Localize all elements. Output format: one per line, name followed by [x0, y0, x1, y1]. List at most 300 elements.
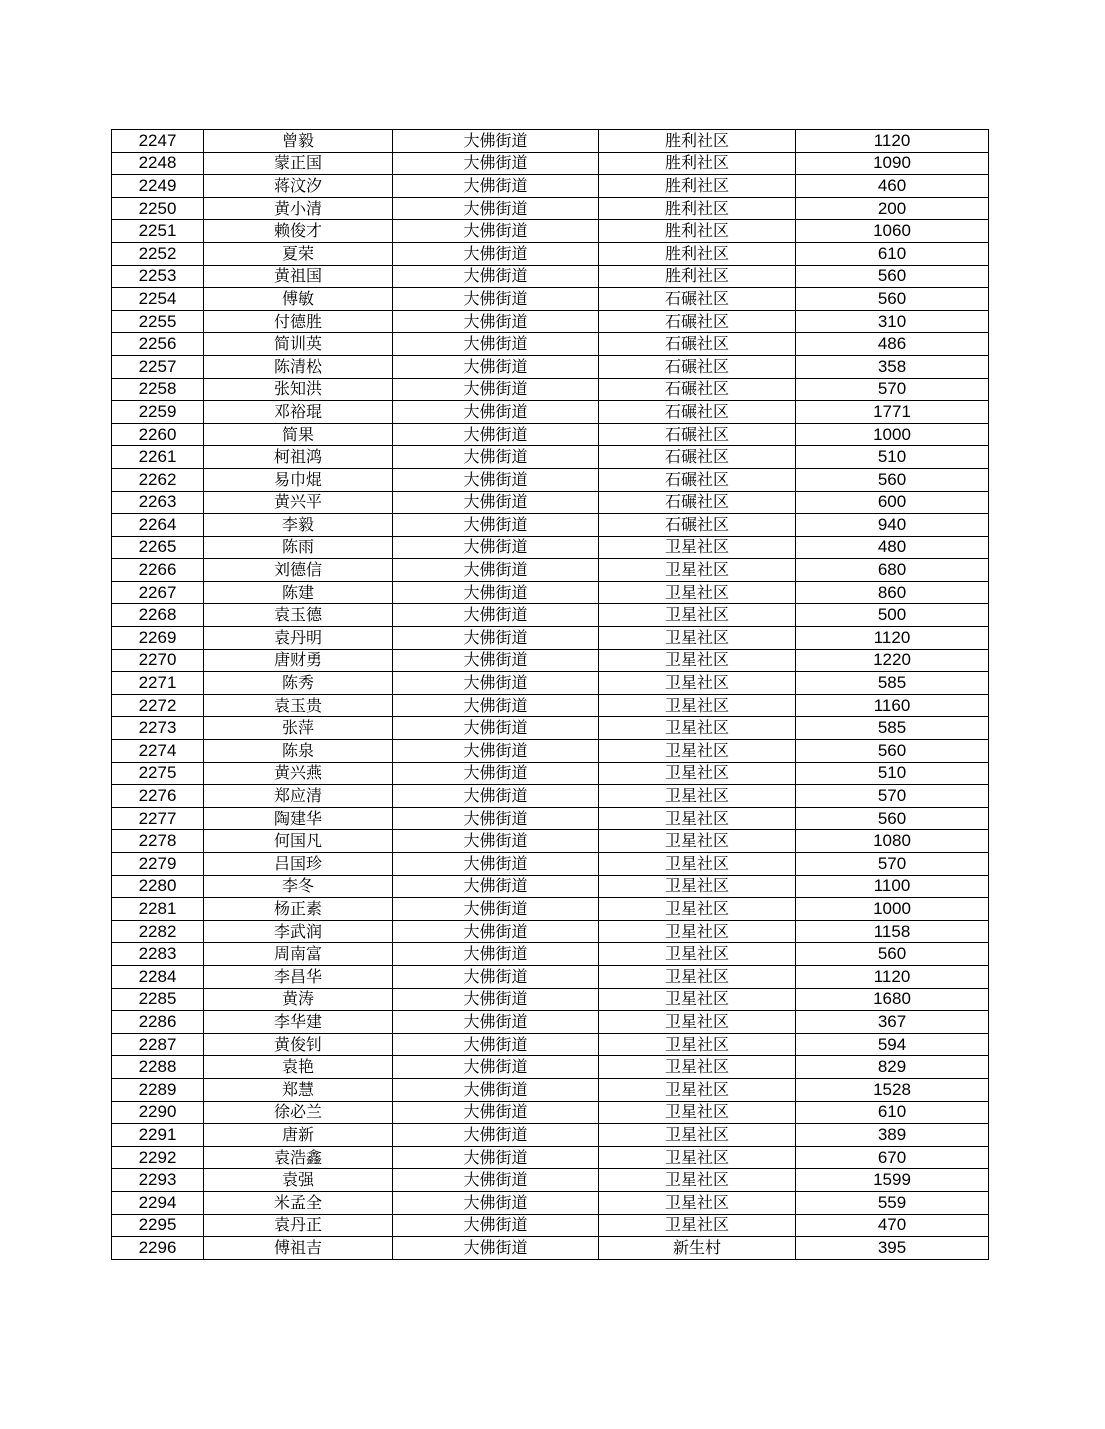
table-row — [112, 988, 989, 1011]
community-cell: 卫星社区 — [599, 559, 796, 582]
table-row — [112, 1191, 989, 1214]
street-cell: 大佛街道 — [393, 310, 599, 333]
person-name-cell: 李冬 — [204, 875, 393, 898]
amount-cell: 610 — [796, 1101, 989, 1124]
community-cell: 石碾社区 — [599, 514, 796, 537]
community-cell: 卫星社区 — [599, 604, 796, 627]
street-cell: 大佛街道 — [393, 807, 599, 830]
row-number-cell: 2277 — [112, 807, 204, 830]
table-row — [112, 265, 989, 288]
community-cell: 石碾社区 — [599, 491, 796, 514]
table-row — [112, 649, 989, 672]
amount-cell: 510 — [796, 762, 989, 785]
street-cell: 大佛街道 — [393, 559, 599, 582]
row-number-cell: 2275 — [112, 762, 204, 785]
row-number-cell: 2265 — [112, 536, 204, 559]
table-row — [112, 130, 989, 153]
person-name-cell: 蒙正国 — [204, 152, 393, 175]
street-cell: 大佛街道 — [393, 401, 599, 424]
person-name-cell: 吕国珍 — [204, 853, 393, 876]
row-number-cell: 2278 — [112, 830, 204, 853]
amount-cell: 570 — [796, 378, 989, 401]
row-number-cell: 2273 — [112, 717, 204, 740]
table-row — [112, 197, 989, 220]
table-row — [112, 853, 989, 876]
amount-cell: 510 — [796, 446, 989, 469]
row-number-cell: 2293 — [112, 1169, 204, 1192]
street-cell: 大佛街道 — [393, 988, 599, 1011]
amount-cell: 560 — [796, 943, 989, 966]
community-cell: 卫星社区 — [599, 1011, 796, 1034]
table-row — [112, 333, 989, 356]
table-row — [112, 1078, 989, 1101]
person-name-cell: 黄兴燕 — [204, 762, 393, 785]
amount-cell: 560 — [796, 265, 989, 288]
person-name-cell: 杨正素 — [204, 898, 393, 921]
row-number-cell: 2259 — [112, 401, 204, 424]
person-name-cell: 黄俊钊 — [204, 1033, 393, 1056]
street-cell: 大佛街道 — [393, 581, 599, 604]
street-cell: 大佛街道 — [393, 875, 599, 898]
row-number-cell: 2280 — [112, 875, 204, 898]
table-row — [112, 717, 989, 740]
row-number-cell: 2256 — [112, 333, 204, 356]
table-row — [112, 1237, 989, 1260]
row-number-cell: 2257 — [112, 355, 204, 378]
row-number-cell: 2253 — [112, 265, 204, 288]
person-name-cell: 陈秀 — [204, 672, 393, 695]
community-cell: 石碾社区 — [599, 355, 796, 378]
person-name-cell: 周南富 — [204, 943, 393, 966]
row-number-cell: 2289 — [112, 1078, 204, 1101]
table-row — [112, 1124, 989, 1147]
person-name-cell: 徐必兰 — [204, 1101, 393, 1124]
table-row — [112, 559, 989, 582]
amount-cell: 670 — [796, 1146, 989, 1169]
street-cell: 大佛街道 — [393, 740, 599, 763]
person-name-cell: 陶建华 — [204, 807, 393, 830]
community-cell: 卫星社区 — [599, 920, 796, 943]
community-cell: 卫星社区 — [599, 853, 796, 876]
street-cell: 大佛街道 — [393, 355, 599, 378]
row-number-cell: 2286 — [112, 1011, 204, 1034]
amount-cell: 585 — [796, 717, 989, 740]
community-cell: 卫星社区 — [599, 762, 796, 785]
amount-cell: 480 — [796, 536, 989, 559]
table-row — [112, 1033, 989, 1056]
street-cell: 大佛街道 — [393, 152, 599, 175]
row-number-cell: 2255 — [112, 310, 204, 333]
street-cell: 大佛街道 — [393, 627, 599, 650]
street-cell: 大佛街道 — [393, 694, 599, 717]
street-cell: 大佛街道 — [393, 1146, 599, 1169]
person-name-cell: 袁玉贵 — [204, 694, 393, 717]
table-row — [112, 1056, 989, 1079]
amount-cell: 680 — [796, 559, 989, 582]
person-name-cell: 唐新 — [204, 1124, 393, 1147]
street-cell: 大佛街道 — [393, 717, 599, 740]
community-cell: 胜利社区 — [599, 220, 796, 243]
person-name-cell: 李毅 — [204, 514, 393, 537]
table-row — [112, 807, 989, 830]
row-number-cell: 2262 — [112, 468, 204, 491]
community-cell: 卫星社区 — [599, 965, 796, 988]
street-cell: 大佛街道 — [393, 333, 599, 356]
row-number-cell: 2269 — [112, 627, 204, 650]
row-number-cell: 2294 — [112, 1191, 204, 1214]
street-cell: 大佛街道 — [393, 1169, 599, 1192]
amount-cell: 500 — [796, 604, 989, 627]
table-row — [112, 581, 989, 604]
person-name-cell: 唐财勇 — [204, 649, 393, 672]
row-number-cell: 2258 — [112, 378, 204, 401]
table-row — [112, 943, 989, 966]
community-cell: 卫星社区 — [599, 627, 796, 650]
street-cell: 大佛街道 — [393, 1214, 599, 1237]
community-cell: 胜利社区 — [599, 197, 796, 220]
amount-cell: 1120 — [796, 965, 989, 988]
row-number-cell: 2270 — [112, 649, 204, 672]
person-name-cell: 陈清松 — [204, 355, 393, 378]
amount-cell: 560 — [796, 740, 989, 763]
table-row — [112, 875, 989, 898]
community-cell: 卫星社区 — [599, 1169, 796, 1192]
row-number-cell: 2250 — [112, 197, 204, 220]
roster-table-body — [112, 130, 989, 1260]
amount-cell: 1160 — [796, 694, 989, 717]
row-number-cell: 2263 — [112, 491, 204, 514]
table-row — [112, 627, 989, 650]
row-number-cell: 2264 — [112, 514, 204, 537]
row-number-cell: 2287 — [112, 1033, 204, 1056]
community-cell: 卫星社区 — [599, 943, 796, 966]
amount-cell: 585 — [796, 672, 989, 695]
row-number-cell: 2254 — [112, 288, 204, 311]
table-row — [112, 355, 989, 378]
amount-cell: 594 — [796, 1033, 989, 1056]
table-row — [112, 672, 989, 695]
row-number-cell: 2266 — [112, 559, 204, 582]
row-number-cell: 2292 — [112, 1146, 204, 1169]
amount-cell: 560 — [796, 288, 989, 311]
community-cell: 卫星社区 — [599, 830, 796, 853]
person-name-cell: 夏荣 — [204, 242, 393, 265]
person-name-cell: 张萍 — [204, 717, 393, 740]
person-name-cell: 刘德信 — [204, 559, 393, 582]
community-cell: 卫星社区 — [599, 785, 796, 808]
amount-cell: 310 — [796, 310, 989, 333]
street-cell: 大佛街道 — [393, 197, 599, 220]
table-row — [112, 740, 989, 763]
community-cell: 卫星社区 — [599, 672, 796, 695]
street-cell: 大佛街道 — [393, 288, 599, 311]
table-row — [112, 830, 989, 853]
table-row — [112, 220, 989, 243]
table-row — [112, 468, 989, 491]
table-row — [112, 694, 989, 717]
row-number-cell: 2249 — [112, 175, 204, 198]
row-number-cell: 2290 — [112, 1101, 204, 1124]
community-cell: 石碾社区 — [599, 468, 796, 491]
street-cell: 大佛街道 — [393, 468, 599, 491]
table-row — [112, 175, 989, 198]
street-cell: 大佛街道 — [393, 604, 599, 627]
street-cell: 大佛街道 — [393, 423, 599, 446]
person-name-cell: 张知洪 — [204, 378, 393, 401]
street-cell: 大佛街道 — [393, 265, 599, 288]
person-name-cell: 赖俊才 — [204, 220, 393, 243]
person-name-cell: 米孟全 — [204, 1191, 393, 1214]
amount-cell: 600 — [796, 491, 989, 514]
street-cell: 大佛街道 — [393, 130, 599, 153]
person-name-cell: 付德胜 — [204, 310, 393, 333]
person-name-cell: 陈建 — [204, 581, 393, 604]
row-number-cell: 2288 — [112, 1056, 204, 1079]
row-number-cell: 2260 — [112, 423, 204, 446]
row-number-cell: 2267 — [112, 581, 204, 604]
community-cell: 卫星社区 — [599, 717, 796, 740]
street-cell: 大佛街道 — [393, 853, 599, 876]
person-name-cell: 傅祖吉 — [204, 1237, 393, 1260]
person-name-cell: 黄祖国 — [204, 265, 393, 288]
table-row — [112, 762, 989, 785]
street-cell: 大佛街道 — [393, 242, 599, 265]
table-row — [112, 491, 989, 514]
amount-cell: 1100 — [796, 875, 989, 898]
street-cell: 大佛街道 — [393, 943, 599, 966]
table-row — [112, 378, 989, 401]
amount-cell: 1680 — [796, 988, 989, 1011]
person-name-cell: 陈雨 — [204, 536, 393, 559]
street-cell: 大佛街道 — [393, 536, 599, 559]
table-row — [112, 920, 989, 943]
street-cell: 大佛街道 — [393, 175, 599, 198]
person-name-cell: 何国凡 — [204, 830, 393, 853]
community-cell: 卫星社区 — [599, 988, 796, 1011]
amount-cell: 460 — [796, 175, 989, 198]
row-number-cell: 2261 — [112, 446, 204, 469]
community-cell: 卫星社区 — [599, 1124, 796, 1147]
community-cell: 石碾社区 — [599, 310, 796, 333]
community-cell: 卫星社区 — [599, 1146, 796, 1169]
street-cell: 大佛街道 — [393, 898, 599, 921]
street-cell: 大佛街道 — [393, 1011, 599, 1034]
amount-cell: 1060 — [796, 220, 989, 243]
community-cell: 卫星社区 — [599, 1214, 796, 1237]
amount-cell: 940 — [796, 514, 989, 537]
amount-cell: 570 — [796, 853, 989, 876]
person-name-cell: 袁强 — [204, 1169, 393, 1192]
community-cell: 胜利社区 — [599, 152, 796, 175]
person-name-cell: 袁丹明 — [204, 627, 393, 650]
person-name-cell: 易巾焜 — [204, 468, 393, 491]
row-number-cell: 2279 — [112, 853, 204, 876]
amount-cell: 1771 — [796, 401, 989, 424]
person-name-cell: 郑慧 — [204, 1078, 393, 1101]
community-cell: 卫星社区 — [599, 649, 796, 672]
street-cell: 大佛街道 — [393, 965, 599, 988]
street-cell: 大佛街道 — [393, 378, 599, 401]
table-row — [112, 401, 989, 424]
community-cell: 石碾社区 — [599, 423, 796, 446]
amount-cell: 610 — [796, 242, 989, 265]
street-cell: 大佛街道 — [393, 672, 599, 695]
community-cell: 石碾社区 — [599, 401, 796, 424]
row-number-cell: 2284 — [112, 965, 204, 988]
community-cell: 石碾社区 — [599, 446, 796, 469]
community-cell: 卫星社区 — [599, 898, 796, 921]
community-cell: 新生村 — [599, 1237, 796, 1260]
amount-cell: 1220 — [796, 649, 989, 672]
amount-cell: 1599 — [796, 1169, 989, 1192]
community-cell: 卫星社区 — [599, 536, 796, 559]
amount-cell: 200 — [796, 197, 989, 220]
row-number-cell: 2268 — [112, 604, 204, 627]
community-cell: 卫星社区 — [599, 1191, 796, 1214]
person-name-cell: 袁艳 — [204, 1056, 393, 1079]
street-cell: 大佛街道 — [393, 830, 599, 853]
table-row — [112, 446, 989, 469]
person-name-cell: 李昌华 — [204, 965, 393, 988]
amount-cell: 358 — [796, 355, 989, 378]
row-number-cell: 2296 — [112, 1237, 204, 1260]
community-cell: 石碾社区 — [599, 378, 796, 401]
table-row — [112, 310, 989, 333]
row-number-cell: 2283 — [112, 943, 204, 966]
amount-cell: 570 — [796, 785, 989, 808]
community-cell: 卫星社区 — [599, 1101, 796, 1124]
street-cell: 大佛街道 — [393, 785, 599, 808]
community-cell: 胜利社区 — [599, 265, 796, 288]
community-cell: 胜利社区 — [599, 242, 796, 265]
amount-cell: 389 — [796, 1124, 989, 1147]
community-cell: 卫星社区 — [599, 740, 796, 763]
row-number-cell: 2291 — [112, 1124, 204, 1147]
person-name-cell: 黄小清 — [204, 197, 393, 220]
row-number-cell: 2274 — [112, 740, 204, 763]
amount-cell: 560 — [796, 468, 989, 491]
amount-cell: 1000 — [796, 898, 989, 921]
row-number-cell: 2281 — [112, 898, 204, 921]
roster-table — [111, 129, 989, 1260]
table-row — [112, 965, 989, 988]
person-name-cell: 柯祖鸿 — [204, 446, 393, 469]
row-number-cell: 2282 — [112, 920, 204, 943]
street-cell: 大佛街道 — [393, 1078, 599, 1101]
row-number-cell: 2271 — [112, 672, 204, 695]
row-number-cell: 2247 — [112, 130, 204, 153]
amount-cell: 395 — [796, 1237, 989, 1260]
street-cell: 大佛街道 — [393, 1033, 599, 1056]
person-name-cell: 邓裕琨 — [204, 401, 393, 424]
table-row — [112, 1169, 989, 1192]
amount-cell: 1120 — [796, 130, 989, 153]
person-name-cell: 袁丹正 — [204, 1214, 393, 1237]
street-cell: 大佛街道 — [393, 220, 599, 243]
community-cell: 石碾社区 — [599, 333, 796, 356]
table-row — [112, 898, 989, 921]
community-cell: 卫星社区 — [599, 1033, 796, 1056]
row-number-cell: 2272 — [112, 694, 204, 717]
person-name-cell: 黄涛 — [204, 988, 393, 1011]
street-cell: 大佛街道 — [393, 1237, 599, 1260]
community-cell: 卫星社区 — [599, 807, 796, 830]
street-cell: 大佛街道 — [393, 1191, 599, 1214]
row-number-cell: 2276 — [112, 785, 204, 808]
street-cell: 大佛街道 — [393, 920, 599, 943]
table-row — [112, 514, 989, 537]
amount-cell: 1000 — [796, 423, 989, 446]
row-number-cell: 2285 — [112, 988, 204, 1011]
table-row — [112, 1101, 989, 1124]
street-cell: 大佛街道 — [393, 1101, 599, 1124]
table-row — [112, 1011, 989, 1034]
community-cell: 卫星社区 — [599, 1056, 796, 1079]
amount-cell: 470 — [796, 1214, 989, 1237]
table-row — [112, 536, 989, 559]
amount-cell: 559 — [796, 1191, 989, 1214]
table-row — [112, 288, 989, 311]
community-cell: 胜利社区 — [599, 130, 796, 153]
street-cell: 大佛街道 — [393, 1056, 599, 1079]
community-cell: 胜利社区 — [599, 175, 796, 198]
person-name-cell: 黄兴平 — [204, 491, 393, 514]
street-cell: 大佛街道 — [393, 446, 599, 469]
amount-cell: 1090 — [796, 152, 989, 175]
row-number-cell: 2252 — [112, 242, 204, 265]
amount-cell: 1080 — [796, 830, 989, 853]
amount-cell: 1528 — [796, 1078, 989, 1101]
community-cell: 卫星社区 — [599, 581, 796, 604]
table-row — [112, 604, 989, 627]
amount-cell: 1158 — [796, 920, 989, 943]
community-cell: 石碾社区 — [599, 288, 796, 311]
amount-cell: 486 — [796, 333, 989, 356]
row-number-cell: 2251 — [112, 220, 204, 243]
person-name-cell: 蒋汶汐 — [204, 175, 393, 198]
amount-cell: 1120 — [796, 627, 989, 650]
person-name-cell: 陈泉 — [204, 740, 393, 763]
street-cell: 大佛街道 — [393, 762, 599, 785]
table-row — [112, 1214, 989, 1237]
row-number-cell: 2295 — [112, 1214, 204, 1237]
person-name-cell: 简训英 — [204, 333, 393, 356]
person-name-cell: 李华建 — [204, 1011, 393, 1034]
person-name-cell: 李武润 — [204, 920, 393, 943]
person-name-cell: 袁玉德 — [204, 604, 393, 627]
table-row — [112, 423, 989, 446]
table-row — [112, 242, 989, 265]
person-name-cell: 郑应清 — [204, 785, 393, 808]
street-cell: 大佛街道 — [393, 649, 599, 672]
row-number-cell: 2248 — [112, 152, 204, 175]
table-row — [112, 152, 989, 175]
table-row — [112, 785, 989, 808]
street-cell: 大佛街道 — [393, 1124, 599, 1147]
person-name-cell: 曾毅 — [204, 130, 393, 153]
community-cell: 卫星社区 — [599, 875, 796, 898]
amount-cell: 829 — [796, 1056, 989, 1079]
street-cell: 大佛街道 — [393, 491, 599, 514]
amount-cell: 860 — [796, 581, 989, 604]
street-cell: 大佛街道 — [393, 514, 599, 537]
community-cell: 卫星社区 — [599, 694, 796, 717]
person-name-cell: 简果 — [204, 423, 393, 446]
person-name-cell: 傅敏 — [204, 288, 393, 311]
amount-cell: 560 — [796, 807, 989, 830]
community-cell: 卫星社区 — [599, 1078, 796, 1101]
table-row — [112, 1146, 989, 1169]
